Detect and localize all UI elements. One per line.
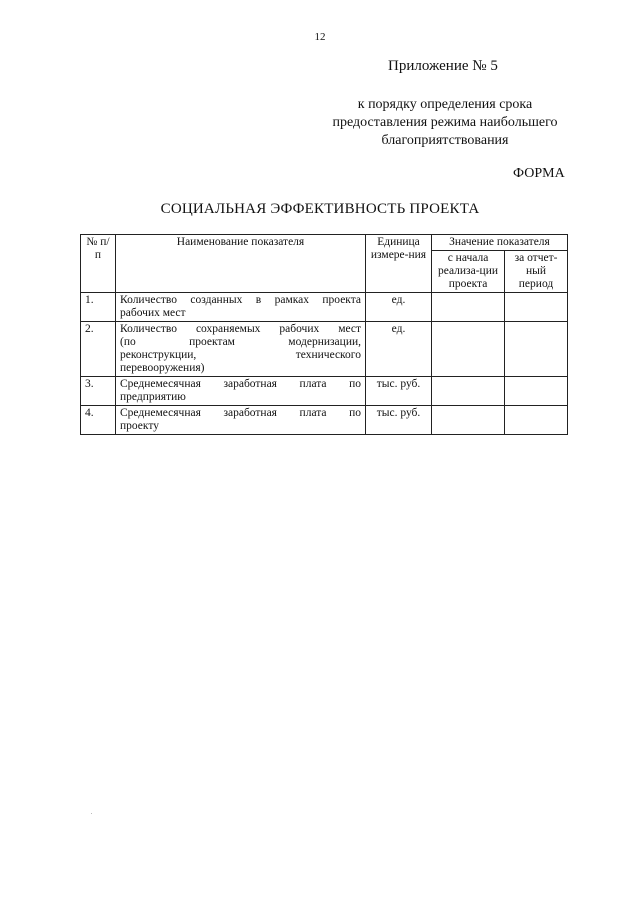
row-name-line: Количество сохраняемых рабочих мест (120, 323, 361, 335)
header-from-start: с начала реализа-ции проекта (432, 251, 505, 293)
row-unit: тыс. руб. (366, 406, 432, 435)
page-number: 12 (314, 31, 326, 43)
row-name-line: перевооружения) (120, 362, 205, 374)
row-unit: ед. (366, 322, 432, 377)
row-indicator-name (116, 377, 366, 406)
row-indicator-name (116, 322, 366, 377)
row-name-line: рабочих мест (120, 307, 186, 319)
header-indicator-name: Наименование показателя (116, 235, 366, 293)
row-value-period[interactable] (505, 406, 568, 435)
row-value-from-start[interactable] (432, 322, 505, 377)
header-unit: Единица измере-ния (366, 235, 432, 293)
row-name-line: Среднемесячная заработная плата по (120, 378, 361, 390)
row-value-period[interactable] (505, 293, 568, 322)
table-row (81, 322, 568, 377)
appendix-title: Приложение № 5 (388, 58, 498, 74)
row-number: 4. (81, 406, 116, 435)
order-reference-line: благоприятствования (381, 133, 509, 148)
row-name-line: предприятию (120, 391, 186, 403)
row-name-line: проекту (120, 420, 159, 432)
row-indicator-name (116, 293, 366, 322)
row-number: 2. (81, 322, 116, 377)
indicators-table (80, 234, 568, 435)
row-number: 3. (81, 377, 116, 406)
row-value-from-start[interactable] (432, 377, 505, 406)
row-value-period[interactable] (505, 377, 568, 406)
header-reporting-period: за отчет-ный период (505, 251, 568, 293)
table-row (81, 377, 568, 406)
row-number: 1. (81, 293, 116, 322)
header-indicator-value: Значение показателя (432, 235, 568, 251)
row-name-line: (по проектам модернизации, (120, 336, 361, 348)
order-reference-line: к порядку определения срока (357, 97, 533, 112)
row-name-line: реконструкции, технического (120, 349, 361, 361)
order-reference-line: предоставления режима наибольшего (332, 115, 558, 130)
scan-speck (91, 813, 92, 814)
document-title: СОЦИАЛЬНАЯ ЭФФЕКТИВНОСТЬ ПРОЕКТА (160, 201, 480, 217)
row-name-line: Среднемесячная заработная плата по (120, 407, 361, 419)
table-row (81, 293, 568, 322)
table-row (81, 406, 568, 435)
order-reference (300, 96, 590, 150)
row-unit: ед. (366, 293, 432, 322)
header-number: № п/п (81, 235, 116, 293)
form-label: ФОРМА (513, 166, 565, 181)
row-indicator-name (116, 406, 366, 435)
row-unit: тыс. руб. (366, 377, 432, 406)
row-value-from-start[interactable] (432, 406, 505, 435)
row-value-from-start[interactable] (432, 293, 505, 322)
row-value-period[interactable] (505, 322, 568, 377)
row-name-line: Количество созданных в рамках проекта (120, 294, 361, 306)
